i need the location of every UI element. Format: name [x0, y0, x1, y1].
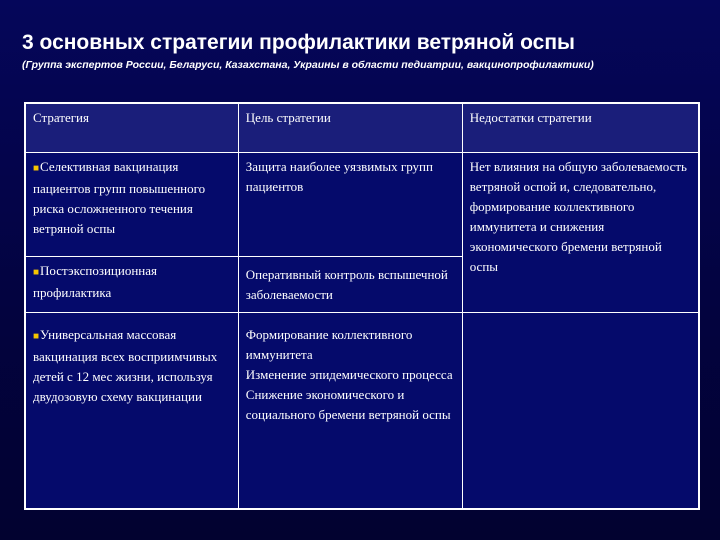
- strategies-table: [24, 102, 700, 510]
- goal-cell: [238, 313, 462, 510]
- strategy-cell: [25, 313, 238, 510]
- goal-line: Формирование коллективного иммунитета: [245, 327, 413, 362]
- strategy-text: Постэкспозиционная профилактика: [33, 263, 158, 300]
- empty-cell: [462, 313, 699, 510]
- header-strategy: Стратегия: [25, 103, 238, 153]
- goal-line: Изменение эпидемического процесса: [245, 367, 453, 382]
- strategy-text: Универсальная массовая вакцинация всех восприимчивых детей с 12 мес жизни, используя двудозовую схему вакцинации: [33, 327, 218, 404]
- table-row: [25, 153, 699, 257]
- goal-line: Снижение экономического и социального бремени ветряной оспы: [245, 387, 451, 422]
- strategy-text: Селективная вакцинация пациентов групп повышенного риска осложненного течения ветряной оспы: [33, 159, 206, 236]
- strategy-cell: [25, 257, 238, 313]
- bullet-icon: ■: [33, 331, 40, 342]
- bullet-icon: ■: [33, 163, 40, 174]
- goal-cell: Защита наиболее уязвимых групп пациентов: [238, 153, 462, 257]
- goal-cell: Оперативный контроль вспышечной заболеваемости: [238, 257, 462, 313]
- table-header-row: [25, 103, 699, 153]
- header-goal: Цель стратегии: [238, 103, 462, 153]
- slide-title: 3 основных стратегии профилактики ветряной оспы: [22, 31, 575, 54]
- drawback-cell: Нет влияния на общую заболеваемость ветряной оспой и, следовательно, формирование коллективного иммунитета и снижения экономического бремени ветряной оспы: [462, 153, 699, 313]
- table-row: [25, 313, 699, 510]
- strategy-cell: [25, 153, 238, 257]
- header-drawbacks: Недостатки стратегии: [462, 103, 699, 153]
- bullet-icon: ■: [33, 267, 40, 278]
- slide-subtitle: (Группа экспертов России, Беларуси, Казахстана, Украины в области педиатрии, вакцинопрофилактики): [22, 59, 594, 71]
